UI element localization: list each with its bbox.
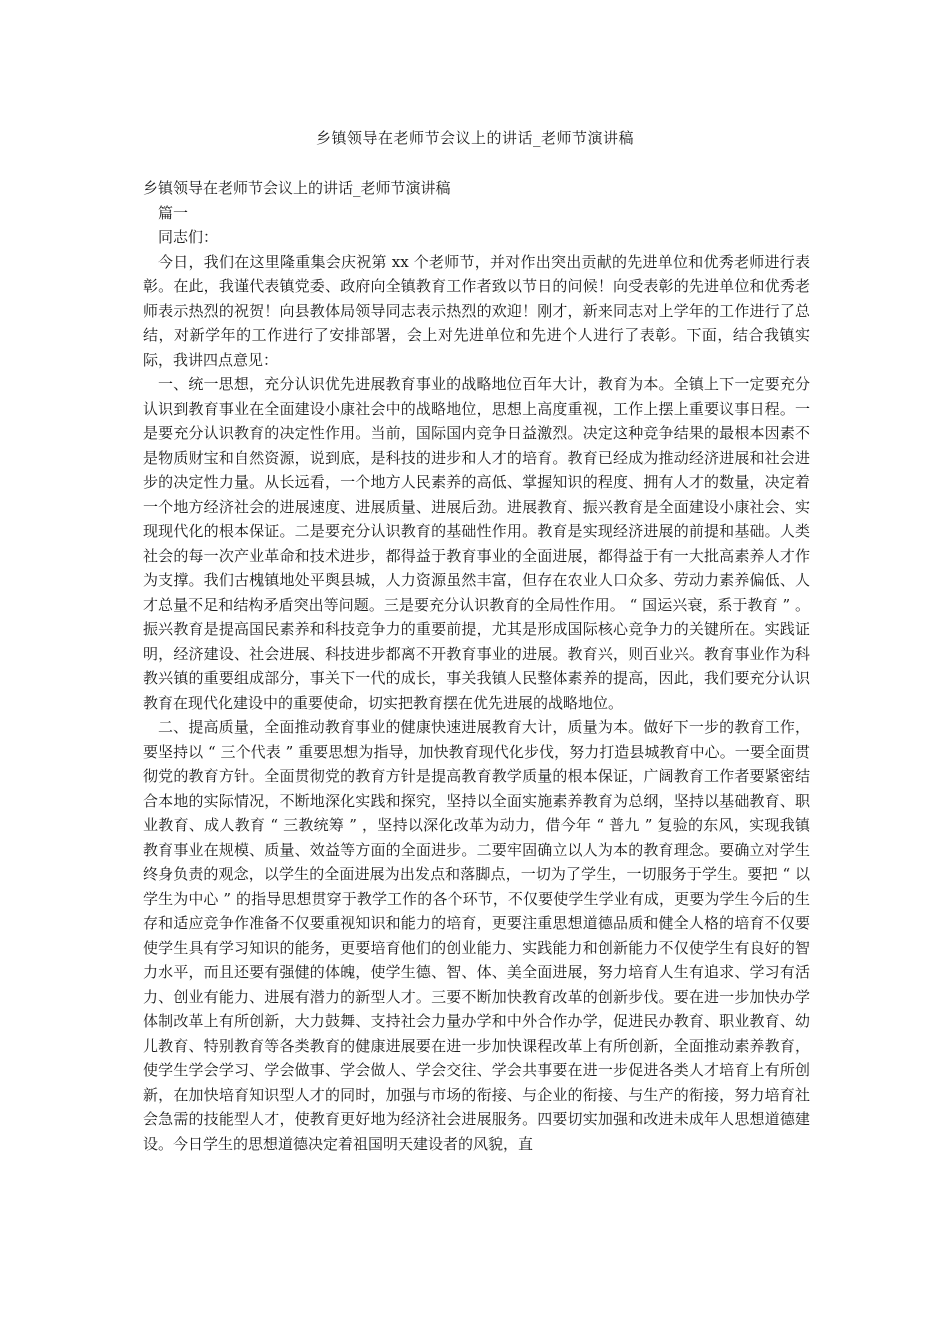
paragraph-point-two: 二、提高质量，全面推动教育事业的健康快速进展教育大计，质量为本。做好下一步的教育工作，要坚持以 “ 三个代表 ” 重要思想为指导，加快教育现代化步伐，努力打造县城教育中心。一要全面贯彻党的教育方针。全面贯彻党的教育方针是提高教育教学质量的根本保证，广阔教育工作者要紧密结合本地的实际情况，不断地深化实践和探究，坚持以全面实施素养教育为总纲，坚持以基础教育、职业教育、成人教育 “ 三教统筹 ” ，坚持以深化改革为动力，借今年 “ 普九 ” 复验的东风，实现我镇教育事业在规模、质量、效益等方面的全面进步。二要牢固确立以人为本的教育理念。要确立对学生终身负责的观念，以学生的全面进展为出发点和落脚点，一切为了学生，一切服务于学生。要把 “ 以学生为中心 ” 的指导思想贯穿于教学工作的各个环节，不仅要使学生学业有成，更要为学生今后的生存和适应竞争作准备不仅要重视知识和能力的培育，更要注重思想道德品质和健全人格的培育不仅要使学生具有学习知识的能务，更要培育他们的创业能力、实践能力和创新能力不仅使学生有良好的智力水平，而且还要有强健的体魄，使学生德、智、体、美全面进展，努力培育人生有追求、学习有活力、创业有能力、进展有潜力的新型人才。三要不断加快教育改革的创新步伐。要在进一步加快办学体制改革上有所创新，大力鼓舞、支持社会力量办学和中外合作办学，促进民办教育、职业教育、幼儿教育、特别教育等各类教育的健康进展要在进一步加快课程改革上有所创新，全面推动素养教育，使学生学会学习、学会做事、学会做人、学会交往、学会共事要在进一步促进各类人才培育上有所创新，在加快培育知识型人才的同时，加强与市场的衔接、与企业的衔接、与生产的衔接，努力培育社会急需的技能型人才，使教育更好地为经济社会进展服务。四要切实加强和改进未成年人思想道德建设。今日学生的思想道德决定着祖国明天建设者的风貌，直 (143, 718, 810, 1153)
paragraph-intro: 今日，我们在这里隆重集会庆祝第 xx 个老师节，并对作出突出贡献的先进单位和优秀老师进行表彰。在此，我谨代表镇党委、政府向全镇教育工作者致以节日的问候！向受表彰的先进单位和优秀老师表示热烈的祝贺！向县教体局领导同志表示热烈的欢迎！刚才，新来同志对上学年的工作进行了总结，对新学年的工作进行了安排部署，会上对先进单位和先进个人进行了表彰。下面，结合我镇实际，我讲四点意见： (143, 252, 810, 369)
section-label: 篇一 (158, 203, 189, 222)
document-title: 乡镇领导在老师节会议上的讲话_老师节演讲稿 (315, 129, 634, 147)
document-body (143, 176, 810, 1156)
paragraph-point-one: 一、统一思想，充分认识优先进展教育事业的战略地位百年大计，教育为本。全镇上下一定要充分认识到教育事业在全面建设小康社会中的战略地位，思想上高度重视，工作上摆上重要议事日程。一是要充分认识教育的决定性作用。当前，国际国内竞争日益激烈。决定这种竞争结果的最根本因素不是物质财宝和自然资源，说到底，是科技的进步和人才的培育。教育已经成为推动经济进展和社会进步的决定性力量。从长远看，一个地方人民素养的高低、掌握知识的程度、拥有人才的数量，决定着一个地方经济社会的进展速度、进展质量、进展后劲。进展教育、振兴教育是全面建设小康社会、实现现代化的根本保证。二是要充分认识教育的基础性作用。教育是实现经济进展的前提和基础。人类社会的每一次产业革命和技术进步，都得益于教育事业的全面进展，都得益于有一大批高素养人才作为支撑。我们古槐镇地处平舆县城，人力资源虽然丰富，但存在农业人口众多、劳动力素养偏低、人才总量不足和结构矛盾突出等问题。三是要充分认识教育的全局性作用。 “ 国运兴衰，系于教育 ” 。振兴教育是提高国民素养和科技竞争力的重要前提，尤其是形成国际核心竞争力的关键所在。实践证明，经济建设、社会进展、科技进步都离不开教育事业的进展。教育兴，则百业兴。教育事业作为科教兴镇的重要组成部分，事关下一代的成长，事关我镇人民整体素养的提高，因此，我们要充分认识教育在现代化建设中的重要使命，切实把教育摆在优先进展的战略地位。 (143, 375, 810, 712)
document-subtitle: 乡镇领导在老师节会议上的讲话_老师节演讲稿 (143, 179, 451, 197)
salutation: 同志们： (158, 228, 219, 246)
